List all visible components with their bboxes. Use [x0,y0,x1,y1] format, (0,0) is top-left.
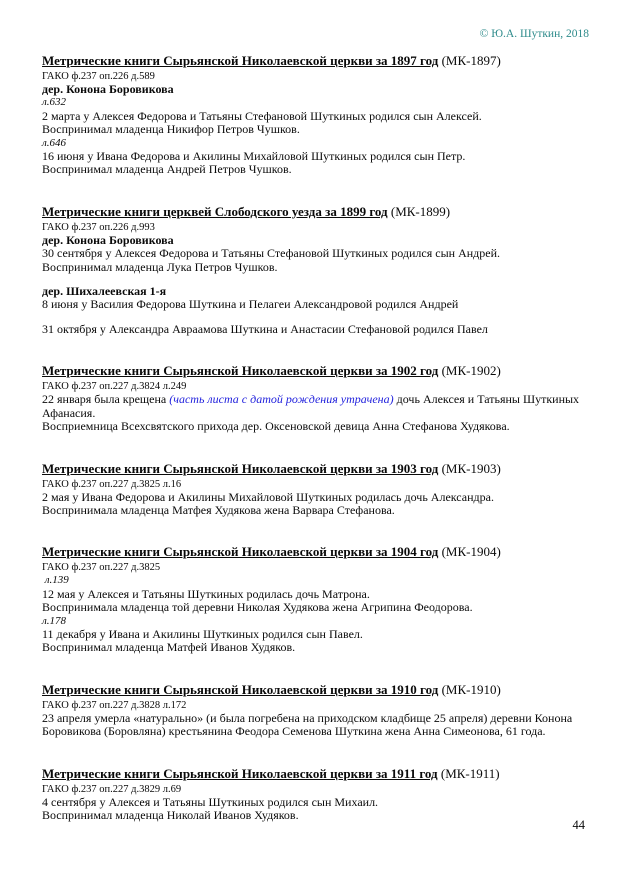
section-title: Метрические книги Сырьянской Николаевской церкви за 1903 год [42,460,439,476]
record-line: Воспринимал младенца Никифор Петров Чушков. [42,122,300,137]
record-line: Восприемница Всехсвятского прихода дер. Оксеновской девица Анна Стефанова Худякова. [42,419,510,434]
section-heading [42,460,591,477]
record-line: 30 сентября у Алексея Федорова и Татьяны Стефановой Шуткиных родился сын Андрей. [42,246,501,261]
village-name: дер. Конона Боровикова [42,82,174,96]
archive-reference: ГАКО ф.237 оп.227 д.3824 л.249 [42,381,187,393]
record-line: 2 мая у Ивана Федорова и Акилины Михайловой Шуткиных родилась дочь Александра. [42,489,494,504]
village-name: дер. Конона Боровикова [42,232,174,247]
sheet-reference: л.632 [42,96,67,109]
record-section [42,681,591,739]
record-section [42,460,591,518]
sheet-reference: л.178 [42,614,67,627]
section-title: Метрические книги Сырьянской Николаевской церкви за 1910 год [42,681,439,697]
record-text: 22 января была крещена [42,392,170,407]
archive-reference: ГАКО ф.237 оп.227 д.3825 [42,562,161,574]
record-line: 11 декабря у Ивана и Акилины Шуткиных родился сын Павел. [42,626,363,641]
record-line: Воспринимала младенца той деревни Николая Худякова жена Агрипина Феодорова. [42,600,473,615]
record-line: Воспринимал младенца Николай Иванов Худяков. [42,807,299,822]
section-heading [42,765,591,782]
record-line: 16 июня у Ивана Федорова и Акилины Михайловой Шуткиных родился сын Петр. [42,149,466,164]
record-line: 31 октября у Александра Авраамова Шуткина и Анастасии Стефановой родился Павел [42,321,488,336]
section-heading [42,681,591,698]
section-heading [42,362,591,379]
section-title: Метрические книги Сырьянской Николаевской церкви за 1911 год [42,765,438,781]
archive-reference: ГАКО ф.237 оп.227 д.3825 л.16 [42,478,182,490]
record-section [42,362,591,433]
section-heading [42,203,591,220]
archive-reference: ГАКО ф.237 оп.227 д.3829 л.69 [42,783,182,795]
record-line: 2 марта у Алексея Федорова и Татьяны Стефановой Шуткиных родился сын Алексей. [42,108,482,123]
record-section [42,765,591,823]
record-line: Воспринимал младенца Лука Петров Чушков. [42,259,278,274]
section-title: Метрические книги Сырьянской Николаевской церкви за 1904 год [42,544,439,560]
sections-container [42,52,591,848]
sheet-reference: л.139 [42,574,69,587]
record-section [42,203,591,336]
record-text: дочь Алексея и Татьяны Шуткиных Афанасия. [42,392,580,420]
archive-reference: ГАКО ф.237 оп.226 д.589 [42,71,155,82]
section-code: (МК-1902) [441,363,501,379]
record-line: Воспринимал младенца Андрей Петров Чушков. [42,162,292,177]
section-title: Метрические книги церквей Слободского уезда за 1899 год [42,203,388,219]
copyright-notice: © Ю.А. Шуткин, 2018 [479,28,589,40]
archive-reference: ГАКО ф.237 оп.227 д.3828 л.172 [42,699,187,711]
section-title: Метрические книги Сырьянской Николаевской церкви за 1902 год [42,363,439,379]
record-line: 23 апреля умерла «натурально» (и была погребена на приходском кладбище 25 апреля) деревни Конона Боровикова (Боровляна) крестьянина Феодора Семенова Шуткина жена Анна Симеонова, 61 года. [42,710,573,739]
section-code: (МК-1904) [441,544,501,560]
section-code: (МК-1897) [441,53,501,68]
section-code: (МК-1903) [441,460,501,476]
record-line: Воспринимал младенца Матфей Иванов Худяков. [42,640,296,655]
lost-date-note: (часть листа с датой рождения утрачена) [169,392,394,407]
record-line [42,393,591,420]
section-code: (МК-1899) [390,203,451,219]
section-heading [42,543,591,560]
record-line: Воспринимала младенца Матфея Худякова жена Варвара Стефанова. [42,502,395,517]
page-number: 44 [572,818,585,832]
archive-reference: ГАКО ф.237 оп.226 д.993 [42,221,155,233]
record-line: 4 сентября у Алексея и Татьяны Шуткиных родился сын Михаил. [42,794,379,809]
record-section [42,543,591,654]
record-section [42,52,591,177]
section-heading [42,52,591,69]
section-code: (МК-1911) [440,765,500,781]
village-name: дер. Шихалеевская 1-я [42,284,167,299]
sheet-reference: л.646 [42,136,67,149]
section-code: (МК-1910) [441,681,501,697]
record-line: 12 мая у Алексея и Татьяны Шуткиных родилась дочь Матрона. [42,586,370,601]
section-title: Метрические книги Сырьянской Николаевской церкви за 1897 год [42,53,439,68]
record-line: 8 июня у Василия Федорова Шуткина и Пелагеи Александровой родился Андрей [42,297,459,312]
